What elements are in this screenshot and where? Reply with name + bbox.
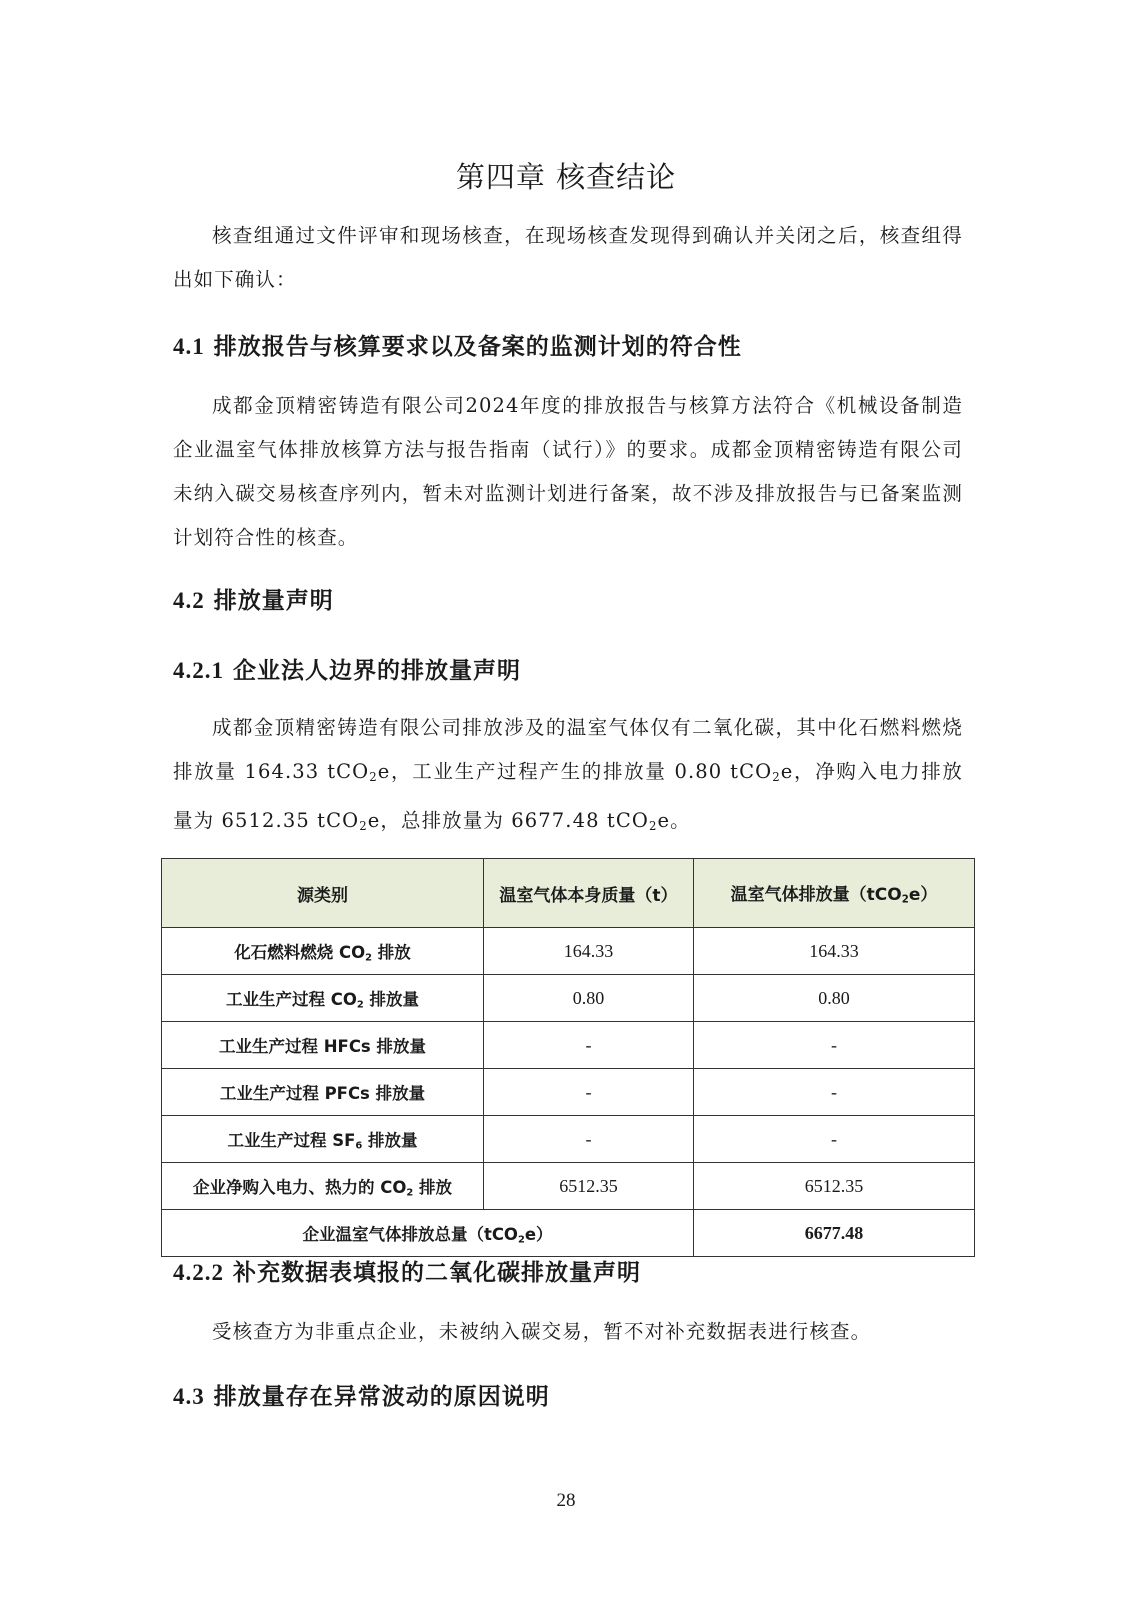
section-4-2-1-body <box>173 706 963 848</box>
label-text: e） <box>524 1224 553 1244</box>
section-4-2-2-body: 受核查方为非重点企业，未被纳入碳交易，暂不对补充数据表进行核查。 <box>212 1320 872 1343</box>
total-value: 6677.48 <box>694 1210 975 1257</box>
subscript: 2 <box>901 894 909 906</box>
emission-cell: 6512.35 <box>694 1163 975 1210</box>
subscript: 2 <box>369 769 378 784</box>
section-number: 4.1 <box>173 334 205 359</box>
subscript: 2 <box>365 952 372 964</box>
header-text: e） <box>908 885 938 906</box>
section-number: 4.2.2 <box>173 1260 224 1285</box>
table-total-row <box>162 1210 975 1257</box>
label-text: 排放量 <box>363 989 419 1009</box>
section-title: 排放量存在异常波动的原因说明 <box>213 1384 550 1410</box>
subscript: 2 <box>648 818 658 833</box>
section-heading-4-2-1 <box>173 652 521 685</box>
section-title: 补充数据表填报的二氧化碳排放量声明 <box>233 1260 642 1286</box>
table-row <box>162 1163 975 1210</box>
subscript: 2 <box>772 769 781 784</box>
header-source-category: 源类别 <box>162 859 484 928</box>
label-text: 企业温室气体排放总量（tCO <box>302 1224 518 1244</box>
row-label <box>162 1116 484 1163</box>
emission-cell: - <box>694 1116 975 1163</box>
label-text: 排放 <box>413 1177 452 1197</box>
row-label <box>162 1069 484 1116</box>
mass-cell: - <box>484 1069 694 1116</box>
section-number: 4.3 <box>173 1384 205 1409</box>
row-label <box>162 928 484 975</box>
section-number: 4.2 <box>173 588 205 613</box>
body-text: e，总排放量为 6677.48 tCO <box>367 808 649 832</box>
section-title: 排放量声明 <box>213 588 334 614</box>
section-heading-4-1 <box>173 328 742 361</box>
mass-cell: 6512.35 <box>484 1163 694 1210</box>
page-number: 28 <box>556 1490 576 1511</box>
table-row <box>162 1116 975 1163</box>
header-gas-mass: 温室气体本身质量（t） <box>484 859 694 928</box>
subscript: 6 <box>355 1140 363 1152</box>
label-text: 排放 <box>372 942 411 962</box>
label-text: 工业生产过程 PFCs 排放量 <box>219 1084 426 1103</box>
mass-cell: 164.33 <box>484 928 694 975</box>
section-number: 4.2.1 <box>173 658 224 683</box>
section-title: 企业法人边界的排放量声明 <box>233 658 522 684</box>
table-row <box>162 1069 975 1116</box>
header-gas-emission <box>694 859 975 928</box>
label-text: 化石燃料燃烧 CO <box>234 942 366 962</box>
body-text: e，工业生产过程产生的排放量 0.80 tCO <box>377 760 773 783</box>
label-text: 工业生产过程 SF <box>227 1130 356 1150</box>
row-label <box>162 1163 484 1210</box>
table-row <box>162 1022 975 1069</box>
body-text: e，净购入电力排放量为 6512.35 tCO <box>173 760 963 832</box>
row-label <box>162 975 484 1022</box>
table-header-row <box>162 859 975 928</box>
emission-cell: - <box>694 1069 975 1116</box>
emission-cell: - <box>694 1022 975 1069</box>
total-label <box>162 1210 694 1257</box>
mass-cell: - <box>484 1116 694 1163</box>
mass-cell: 0.80 <box>484 975 694 1022</box>
section-heading-4-2-2 <box>173 1254 641 1287</box>
section-title: 排放报告与核算要求以及备案的监测计划的符合性 <box>213 334 742 360</box>
subscript: 2 <box>359 818 368 833</box>
mass-cell: - <box>484 1022 694 1069</box>
label-text: 工业生产过程 HFCs 排放量 <box>219 1037 426 1056</box>
subscript: 2 <box>406 1187 414 1199</box>
body-text: e。 <box>657 808 691 832</box>
chapter-title: 第四章 核查结论 <box>455 160 677 194</box>
subscript: 2 <box>517 1234 525 1246</box>
emission-cell: 164.33 <box>694 928 975 975</box>
emissions-table <box>161 858 975 1257</box>
intro-paragraph: 核查组通过文件评审和现场核查，在现场核查发现得到确认并关闭之后，核查组得出如下确认： <box>173 224 963 291</box>
section-4-1-body: 成都金顶精密铸造有限公司2024年度的排放报告与核算方法符合《机械设备制造企业温室气体排放核算方法与报告指南（试行）》的要求。成都金顶精密铸造有限公司未纳入碳交易核查序列内，暂未对监测计划进行备案，故不涉及排放报告与已备案监测计划符合性的核查。 <box>173 394 963 549</box>
table-row <box>162 928 975 975</box>
header-text: 温室气体排放量（tCO <box>730 885 902 906</box>
label-text: 排放量 <box>362 1130 418 1150</box>
section-heading-4-3 <box>173 1378 550 1411</box>
label-text: 工业生产过程 CO <box>225 989 357 1009</box>
row-label <box>162 1022 484 1069</box>
section-heading-4-2 <box>173 582 334 615</box>
emission-cell: 0.80 <box>694 975 975 1022</box>
table-row <box>162 975 975 1022</box>
body-text: 成都金顶精密铸造有限公司排放涉及的温室气体仅有二氧化碳，其中化石燃料燃烧排放量 164.33 tCO <box>173 716 963 783</box>
subscript: 2 <box>356 999 364 1011</box>
label-text: 企业净购入电力、热力的 CO <box>192 1177 407 1197</box>
